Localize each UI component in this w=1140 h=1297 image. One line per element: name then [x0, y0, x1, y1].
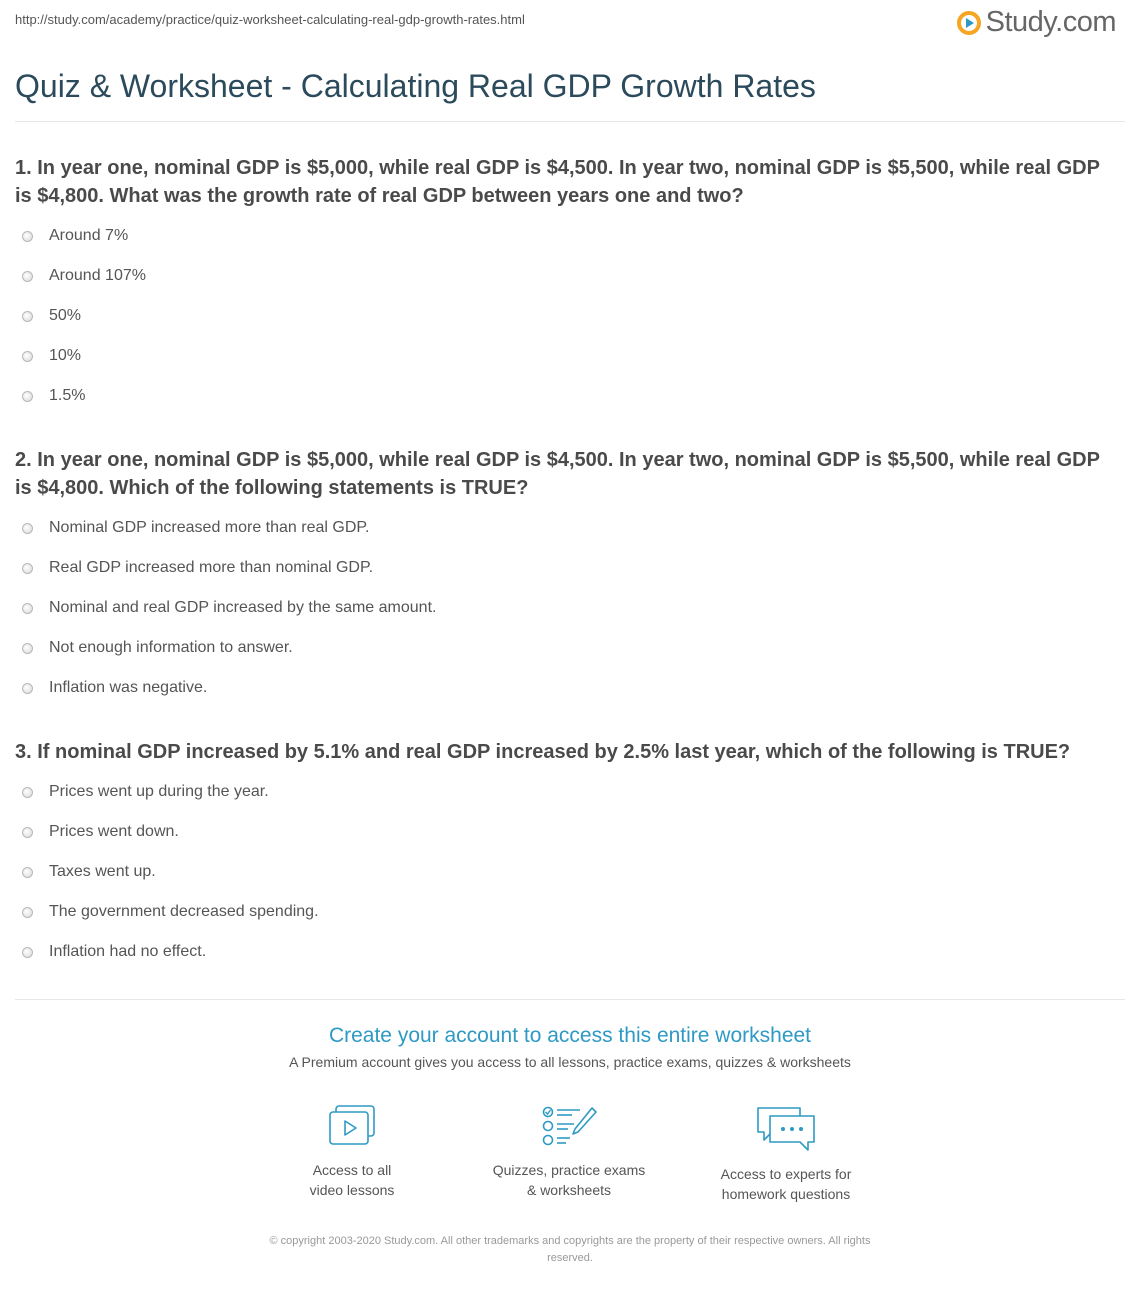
answer-label: 1.5% [49, 387, 86, 404]
radio-button[interactable] [22, 947, 33, 958]
answer-label: 10% [49, 347, 82, 364]
copyright-line: © copyright 2003-2020 Study.com. All other trademarks and copyrights are the property of their respective owners. All rights [269, 1235, 871, 1247]
answer-option[interactable] [22, 628, 436, 668]
radio-button[interactable] [22, 523, 33, 534]
answer-label: The government decreased spending. [49, 903, 319, 920]
promo-subheading: A Premium account gives you access to all lessons, practice exams, quizzes & worksheets [289, 1054, 851, 1070]
quiz-checklist-icon [540, 1104, 598, 1148]
play-circle-logo-icon [956, 10, 982, 36]
create-account-link[interactable]: Create your account to access this entire worksheet [328, 1024, 812, 1047]
answer-label: Inflation had no effect. [49, 943, 207, 960]
answer-label: Prices went down. [49, 823, 179, 840]
answer-option[interactable] [22, 668, 436, 708]
radio-button[interactable] [22, 643, 33, 654]
question-3-options [22, 772, 319, 972]
answer-label: Nominal and real GDP increased by the same amount. [49, 599, 437, 616]
feature-line: video lessons [309, 1182, 395, 1198]
question-3: 3. If nominal GDP increased by 5.1% and real GDP increased by 2.5% last year, which of the following is TRUE? [15, 741, 1071, 763]
answer-label: Prices went up during the year. [49, 783, 269, 800]
answer-option[interactable] [22, 772, 319, 812]
answer-option[interactable] [22, 376, 146, 416]
answer-option[interactable] [22, 588, 436, 628]
logo-text: Study.com [985, 6, 1116, 38]
radio-button[interactable] [22, 867, 33, 878]
radio-button[interactable] [22, 563, 33, 574]
radio-button[interactable] [22, 683, 33, 694]
feature-experts [686, 1104, 886, 1204]
video-lessons-icon [326, 1104, 378, 1148]
title-divider [15, 121, 1125, 122]
answer-option[interactable] [22, 892, 319, 932]
feature-line: & worksheets [526, 1182, 612, 1198]
answer-label: Not enough information to answer. [49, 639, 293, 656]
answer-option[interactable] [22, 932, 319, 972]
answer-option[interactable] [22, 812, 319, 852]
question-1-options [22, 216, 146, 416]
copyright [210, 1233, 930, 1267]
feature-line: Access to all [312, 1162, 392, 1178]
answer-option[interactable] [22, 216, 146, 256]
feature-line: homework questions [721, 1186, 851, 1202]
answer-label: Around 107% [49, 267, 146, 284]
radio-button[interactable] [22, 231, 33, 242]
page-title: Quiz & Worksheet - Calculating Real GDP Growth Rates [15, 68, 816, 104]
question-2-options [22, 508, 436, 708]
question-2: 2. In year one, nominal GDP is $5,000, while real GDP is $4,500. In year two, nominal GDP is $5,500, while real GDP is $4,800. Which of the following statements is TRUE? [15, 449, 1100, 499]
question-1: 1. In year one, nominal GDP is $5,000, while real GDP is $4,500. In year two, nominal GDP is $5,500, while real GDP is $4,800. What was the growth rate of real GDP between years one and two? [15, 157, 1100, 207]
answer-option[interactable] [22, 508, 436, 548]
answer-option[interactable] [22, 336, 146, 376]
radio-button[interactable] [22, 271, 33, 282]
radio-button[interactable] [22, 907, 33, 918]
radio-button[interactable] [22, 351, 33, 362]
section-divider [15, 999, 1125, 1000]
answer-option[interactable] [22, 256, 146, 296]
answer-label: Inflation was negative. [49, 679, 208, 696]
page-url: http://study.com/academy/practice/quiz-worksheet-calculating-real-gdp-growth-rates.html [15, 12, 525, 27]
radio-button[interactable] [22, 827, 33, 838]
answer-label: Real GDP increased more than nominal GDP. [49, 559, 374, 576]
answer-option[interactable] [22, 852, 319, 892]
feature-line: Quizzes, practice exams [492, 1162, 646, 1178]
radio-button[interactable] [22, 391, 33, 402]
feature-video-lessons [252, 1104, 452, 1200]
radio-button[interactable] [22, 787, 33, 798]
feature-line: Access to experts for [720, 1166, 852, 1182]
answer-option[interactable] [22, 296, 146, 336]
answer-label: 50% [49, 307, 82, 324]
answer-label: Taxes went up. [49, 863, 156, 880]
radio-button[interactable] [22, 311, 33, 322]
answer-label: Nominal GDP increased more than real GDP. [49, 519, 370, 536]
answer-label: Around 7% [49, 227, 129, 244]
feature-quizzes [469, 1104, 669, 1200]
answer-option[interactable] [22, 548, 436, 588]
chat-bubbles-icon [754, 1104, 818, 1152]
study-logo[interactable] [956, 6, 1116, 39]
radio-button[interactable] [22, 603, 33, 614]
copyright-line: reserved. [547, 1252, 593, 1264]
